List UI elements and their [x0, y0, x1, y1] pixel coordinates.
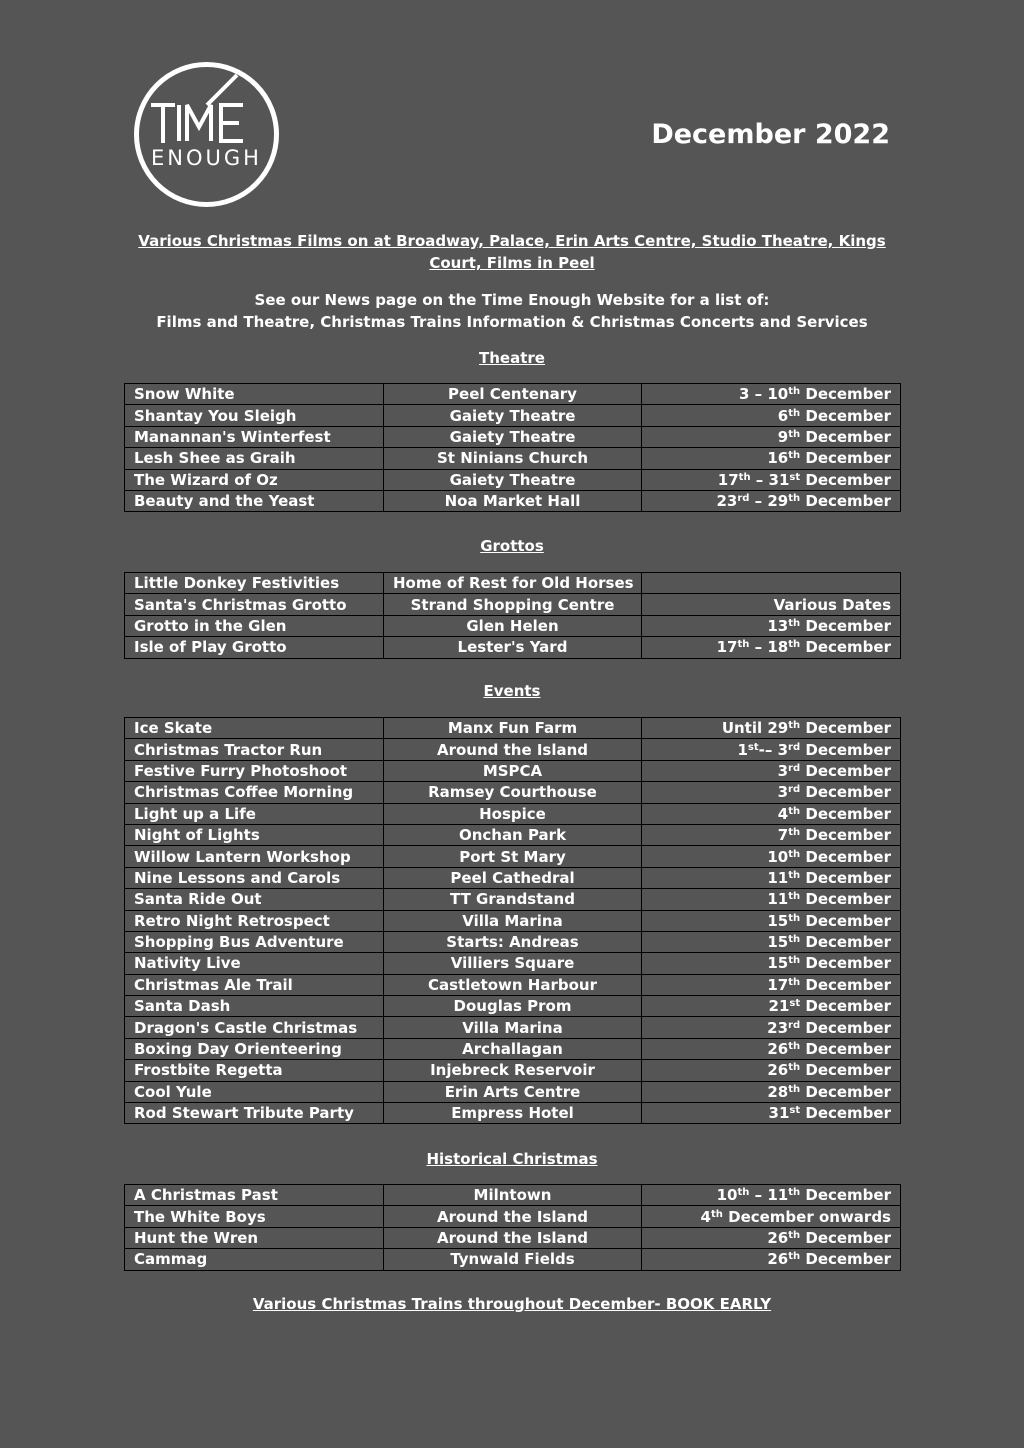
venue-cell: Empress Hotel [384, 1103, 642, 1124]
venue-cell: Peel Cathedral [384, 867, 642, 888]
venue-cell: Gaiety Theatre [384, 405, 642, 426]
table-row [125, 490, 901, 511]
venue-cell: Archallagan [384, 1038, 642, 1059]
table-row [125, 782, 901, 803]
venue-cell: Manx Fun Farm [384, 718, 642, 739]
venue-cell: Strand Shopping Centre [384, 594, 642, 615]
table-row [125, 573, 901, 594]
event-name-cell: Little Donkey Festivities [125, 573, 384, 594]
venue-cell: Noa Market Hall [384, 490, 642, 511]
event-name-cell: Snow White [125, 384, 384, 405]
venue-cell: TT Grandstand [384, 889, 642, 910]
date-cell: 21st December [642, 996, 901, 1017]
page-title: December 2022 [651, 119, 890, 150]
date-cell: 4th December [642, 803, 901, 824]
event-name-cell: Nativity Live [125, 953, 384, 974]
table-row [125, 615, 901, 636]
theatre-table [124, 383, 901, 512]
date-cell: 31st December [642, 1103, 901, 1124]
table-row [125, 1060, 901, 1081]
date-cell: 23rd – 29th December [642, 490, 901, 511]
date-cell: 28th December [642, 1081, 901, 1102]
table-row [125, 824, 901, 845]
date-cell: 10th December [642, 846, 901, 867]
date-cell: 3rd December [642, 782, 901, 803]
event-name-cell: Santa's Christmas Grotto [125, 594, 384, 615]
venue-cell: Around the Island [384, 1206, 642, 1227]
date-cell: 9th December [642, 426, 901, 447]
date-cell: 7th December [642, 824, 901, 845]
svg-text:ENOUGH: ENOUGH [151, 146, 262, 170]
event-name-cell: Lesh Shee as Graih [125, 448, 384, 469]
venue-cell: Injebreck Reservoir [384, 1060, 642, 1081]
historical-table [124, 1184, 901, 1271]
events-table [124, 717, 901, 1124]
venue-cell: Around the Island [384, 1227, 642, 1248]
table-row [125, 953, 901, 974]
event-name-cell: A Christmas Past [125, 1185, 384, 1206]
venue-cell: Villiers Square [384, 953, 642, 974]
venue-cell: MSPCA [384, 760, 642, 781]
event-name-cell: Ice Skate [125, 718, 384, 739]
date-cell: 15th December [642, 953, 901, 974]
date-cell: 3rd December [642, 760, 901, 781]
table-row [125, 996, 901, 1017]
venue-cell: Douglas Prom [384, 996, 642, 1017]
venue-cell: Onchan Park [384, 824, 642, 845]
venue-cell: Villa Marina [384, 1017, 642, 1038]
section-heading-theatre: Theatre [479, 349, 545, 367]
logo-emblem [133, 61, 280, 208]
venue-cell: Erin Arts Centre [384, 1081, 642, 1102]
table-row [125, 1103, 901, 1124]
date-cell: 26th December [642, 1227, 901, 1248]
venue-cell: Lester's Yard [384, 637, 642, 658]
date-cell: 11th December [642, 867, 901, 888]
event-name-cell: Manannan's Winterfest [125, 426, 384, 447]
event-name-cell: Christmas Tractor Run [125, 739, 384, 760]
date-cell: 4th December onwards [642, 1206, 901, 1227]
event-name-cell: Boxing Day Orienteering [125, 1038, 384, 1059]
venue-cell: Tynwald Fields [384, 1249, 642, 1270]
venue-cell: Starts: Andreas [384, 931, 642, 952]
table-row [125, 405, 901, 426]
date-cell [642, 573, 901, 594]
table-row [125, 1038, 901, 1059]
website-note [124, 289, 900, 333]
table-row [125, 426, 901, 447]
venue-cell: Gaiety Theatre [384, 426, 642, 447]
date-cell: 17th – 31st December [642, 469, 901, 490]
table-row [125, 594, 901, 615]
table-row [125, 718, 901, 739]
section-heading-historical: Historical Christmas [426, 1150, 598, 1168]
venue-cell: Ramsey Courthouse [384, 782, 642, 803]
event-name-cell: Night of Lights [125, 824, 384, 845]
table-row [125, 739, 901, 760]
date-cell: 10th – 11th December [642, 1185, 901, 1206]
event-name-cell: Willow Lantern Workshop [125, 846, 384, 867]
table-row [125, 910, 901, 931]
table-row [125, 889, 901, 910]
films-intro: Various Christmas Films on at Broadway, Palace, Erin Arts Centre, Studio Theatre, Kings Court, Films in Peel [138, 232, 886, 272]
event-name-cell: Shantay You Sleigh [125, 405, 384, 426]
event-name-cell: Santa Ride Out [125, 889, 384, 910]
event-name-cell: Shopping Bus Adventure [125, 931, 384, 952]
date-cell: 13th December [642, 615, 901, 636]
event-name-cell: Christmas Ale Trail [125, 974, 384, 995]
date-cell: 17th – 18th December [642, 637, 901, 658]
table-row [125, 1185, 901, 1206]
date-cell: 3 – 10th December [642, 384, 901, 405]
table-row [125, 931, 901, 952]
event-name-cell: Isle of Play Grotto [125, 637, 384, 658]
date-cell: 26th December [642, 1038, 901, 1059]
venue-cell: St Ninians Church [384, 448, 642, 469]
date-cell: 17th December [642, 974, 901, 995]
date-cell: Until 29th December [642, 718, 901, 739]
event-name-cell: Frostbite Regetta [125, 1060, 384, 1081]
trains-footer-note: Various Christmas Trains throughout December- BOOK EARLY [252, 1295, 772, 1313]
table-row [125, 1081, 901, 1102]
table-row [125, 803, 901, 824]
date-cell: 16th December [642, 448, 901, 469]
table-row [125, 637, 901, 658]
event-name-cell: Hunt the Wren [125, 1227, 384, 1248]
event-name-cell: The White Boys [125, 1206, 384, 1227]
date-cell: 15th December [642, 910, 901, 931]
time-enough-logo [133, 61, 280, 208]
website-note-line: See our News page on the Time Enough Website for a list of: [254, 291, 770, 309]
venue-cell: Glen Helen [384, 615, 642, 636]
section-heading-grottos: Grottos [480, 537, 544, 555]
venue-cell: Around the Island [384, 739, 642, 760]
event-name-cell: Grotto in the Glen [125, 615, 384, 636]
table-row [125, 974, 901, 995]
table-row [125, 1249, 901, 1270]
date-cell: 15th December [642, 931, 901, 952]
event-name-cell: Cool Yule [125, 1081, 384, 1102]
date-cell: 26th December [642, 1060, 901, 1081]
table-row [125, 867, 901, 888]
event-name-cell: Dragon's Castle Christmas [125, 1017, 384, 1038]
event-name-cell: Nine Lessons and Carols [125, 867, 384, 888]
table-row [125, 1227, 901, 1248]
venue-cell: Hospice [384, 803, 642, 824]
date-cell: 6th December [642, 405, 901, 426]
table-row [125, 760, 901, 781]
date-cell: 23rd December [642, 1017, 901, 1038]
venue-cell: Home of Rest for Old Horses [384, 573, 642, 594]
event-name-cell: Christmas Coffee Morning [125, 782, 384, 803]
date-cell: 1st-– 3rd December [642, 739, 901, 760]
venue-cell: Villa Marina [384, 910, 642, 931]
event-name-cell: The Wizard of Oz [125, 469, 384, 490]
event-name-cell: Festive Furry Photoshoot [125, 760, 384, 781]
venue-cell: Milntown [384, 1185, 642, 1206]
table-row [125, 469, 901, 490]
venue-cell: Port St Mary [384, 846, 642, 867]
table-row [125, 846, 901, 867]
event-name-cell: Light up a Life [125, 803, 384, 824]
date-cell: Various Dates [642, 594, 901, 615]
event-name-cell: Santa Dash [125, 996, 384, 1017]
table-row [125, 448, 901, 469]
event-name-cell: Beauty and the Yeast [125, 490, 384, 511]
date-cell: 11th December [642, 889, 901, 910]
venue-cell: Castletown Harbour [384, 974, 642, 995]
event-name-cell: Retro Night Retrospect [125, 910, 384, 931]
website-note-line: Films and Theatre, Christmas Trains Information & Christmas Concerts and Services [156, 313, 868, 331]
table-row [125, 384, 901, 405]
table-row [125, 1206, 901, 1227]
venue-cell: Peel Centenary [384, 384, 642, 405]
section-heading-events: Events [483, 682, 541, 700]
event-name-cell: Rod Stewart Tribute Party [125, 1103, 384, 1124]
event-name-cell: Cammag [125, 1249, 384, 1270]
date-cell: 26th December [642, 1249, 901, 1270]
grottos-table [124, 572, 901, 659]
table-row [125, 1017, 901, 1038]
venue-cell: Gaiety Theatre [384, 469, 642, 490]
